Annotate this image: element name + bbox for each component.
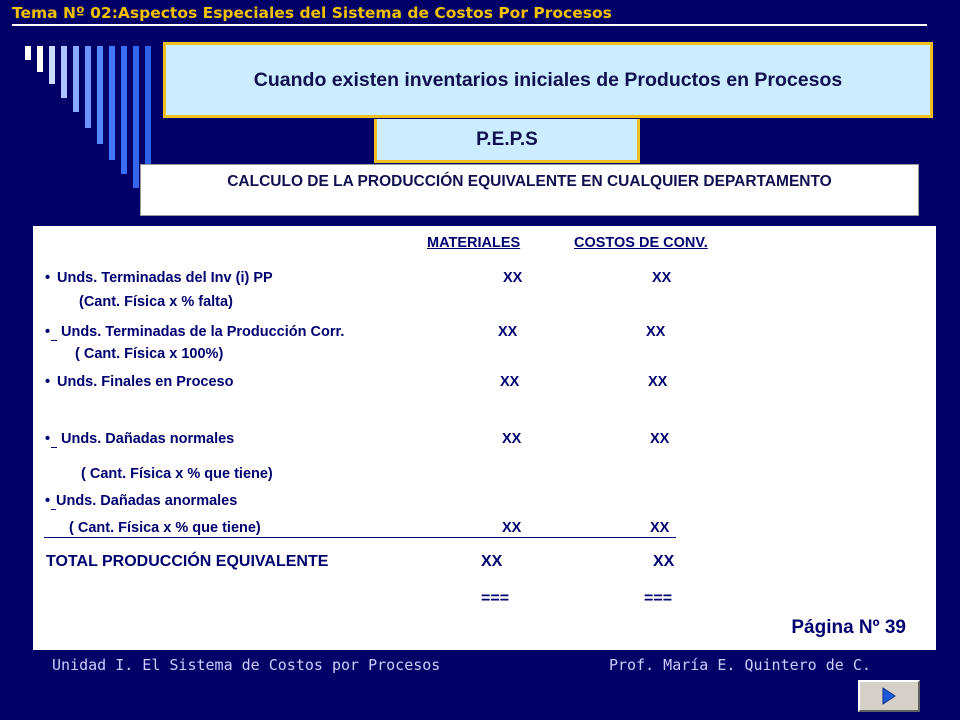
row-label: Unds. Terminadas del Inv (i) PP <box>57 270 273 286</box>
row-label: Unds. Terminadas de la Producción Corr. <box>61 324 345 340</box>
bullet: • <box>45 431 51 447</box>
row-materials-value: XX <box>503 270 523 286</box>
total-materials-value: XX <box>481 553 503 570</box>
bullet-underline <box>51 340 57 341</box>
row-materials-value: XX <box>500 374 520 390</box>
bullet: • <box>45 493 51 509</box>
double-rule-conversion: === <box>644 590 673 607</box>
row-note: ( Cant. Física x 100%) <box>75 346 224 362</box>
page-number: Página Nº 39 <box>791 617 906 638</box>
bullet: • <box>45 270 51 286</box>
double-rule-materials: === <box>481 590 510 607</box>
row-label: Unds. Dañadas anormales <box>56 493 238 509</box>
row-materials-value: XX <box>502 520 522 536</box>
section-title: CALCULO DE LA PRODUCCIÓN EQUIVALENTE EN CUALQUIER DEPARTAMENTO <box>140 164 919 216</box>
row-conversion-value: XX <box>646 324 666 340</box>
row-note: (Cant. Física x % falta) <box>79 294 233 310</box>
row-conversion-value: XX <box>648 374 668 390</box>
row-note: ( Cant. Física x % que tiene) <box>69 520 261 536</box>
bullet-underline <box>51 447 57 448</box>
row-materials-value: XX <box>498 324 518 340</box>
row-conversion-value: XX <box>650 431 670 447</box>
row-label: Unds. Dañadas normales <box>61 431 235 447</box>
subtotal-rule <box>44 537 676 538</box>
row-conversion-value: XX <box>650 520 670 536</box>
bullet-underline <box>51 509 56 510</box>
bullet: • <box>45 374 51 390</box>
total-label: TOTAL PRODUCCIÓN EQUIVALENTE <box>46 553 329 570</box>
row-label: Unds. Finales en Proceso <box>57 374 234 390</box>
column-header-materials: MATERIALES <box>427 235 521 251</box>
footer-unit: Unidad I. El Sistema de Costos por Procesos <box>52 656 441 674</box>
row-materials-value: XX <box>502 431 522 447</box>
method-label: P.E.P.S <box>374 119 640 163</box>
next-slide-button[interactable] <box>858 680 920 712</box>
row-conversion-value: XX <box>652 270 672 286</box>
play-next-icon <box>881 687 897 705</box>
header-divider <box>12 24 927 26</box>
row-note: ( Cant. Física x % que tiene) <box>81 466 273 482</box>
column-header-conversion: COSTOS DE CONV. <box>574 235 708 251</box>
slide-header-title: Tema Nº 02:Aspectos Especiales del Sistema de Costos Por Procesos <box>12 4 612 22</box>
footer-professor: Prof. María E. Quintero de C. <box>609 656 871 674</box>
bullet: • <box>45 324 51 340</box>
main-title: Cuando existen inventarios iniciales de Productos en Procesos <box>163 42 933 118</box>
total-conversion-value: XX <box>653 553 675 570</box>
content-panel <box>33 226 936 650</box>
